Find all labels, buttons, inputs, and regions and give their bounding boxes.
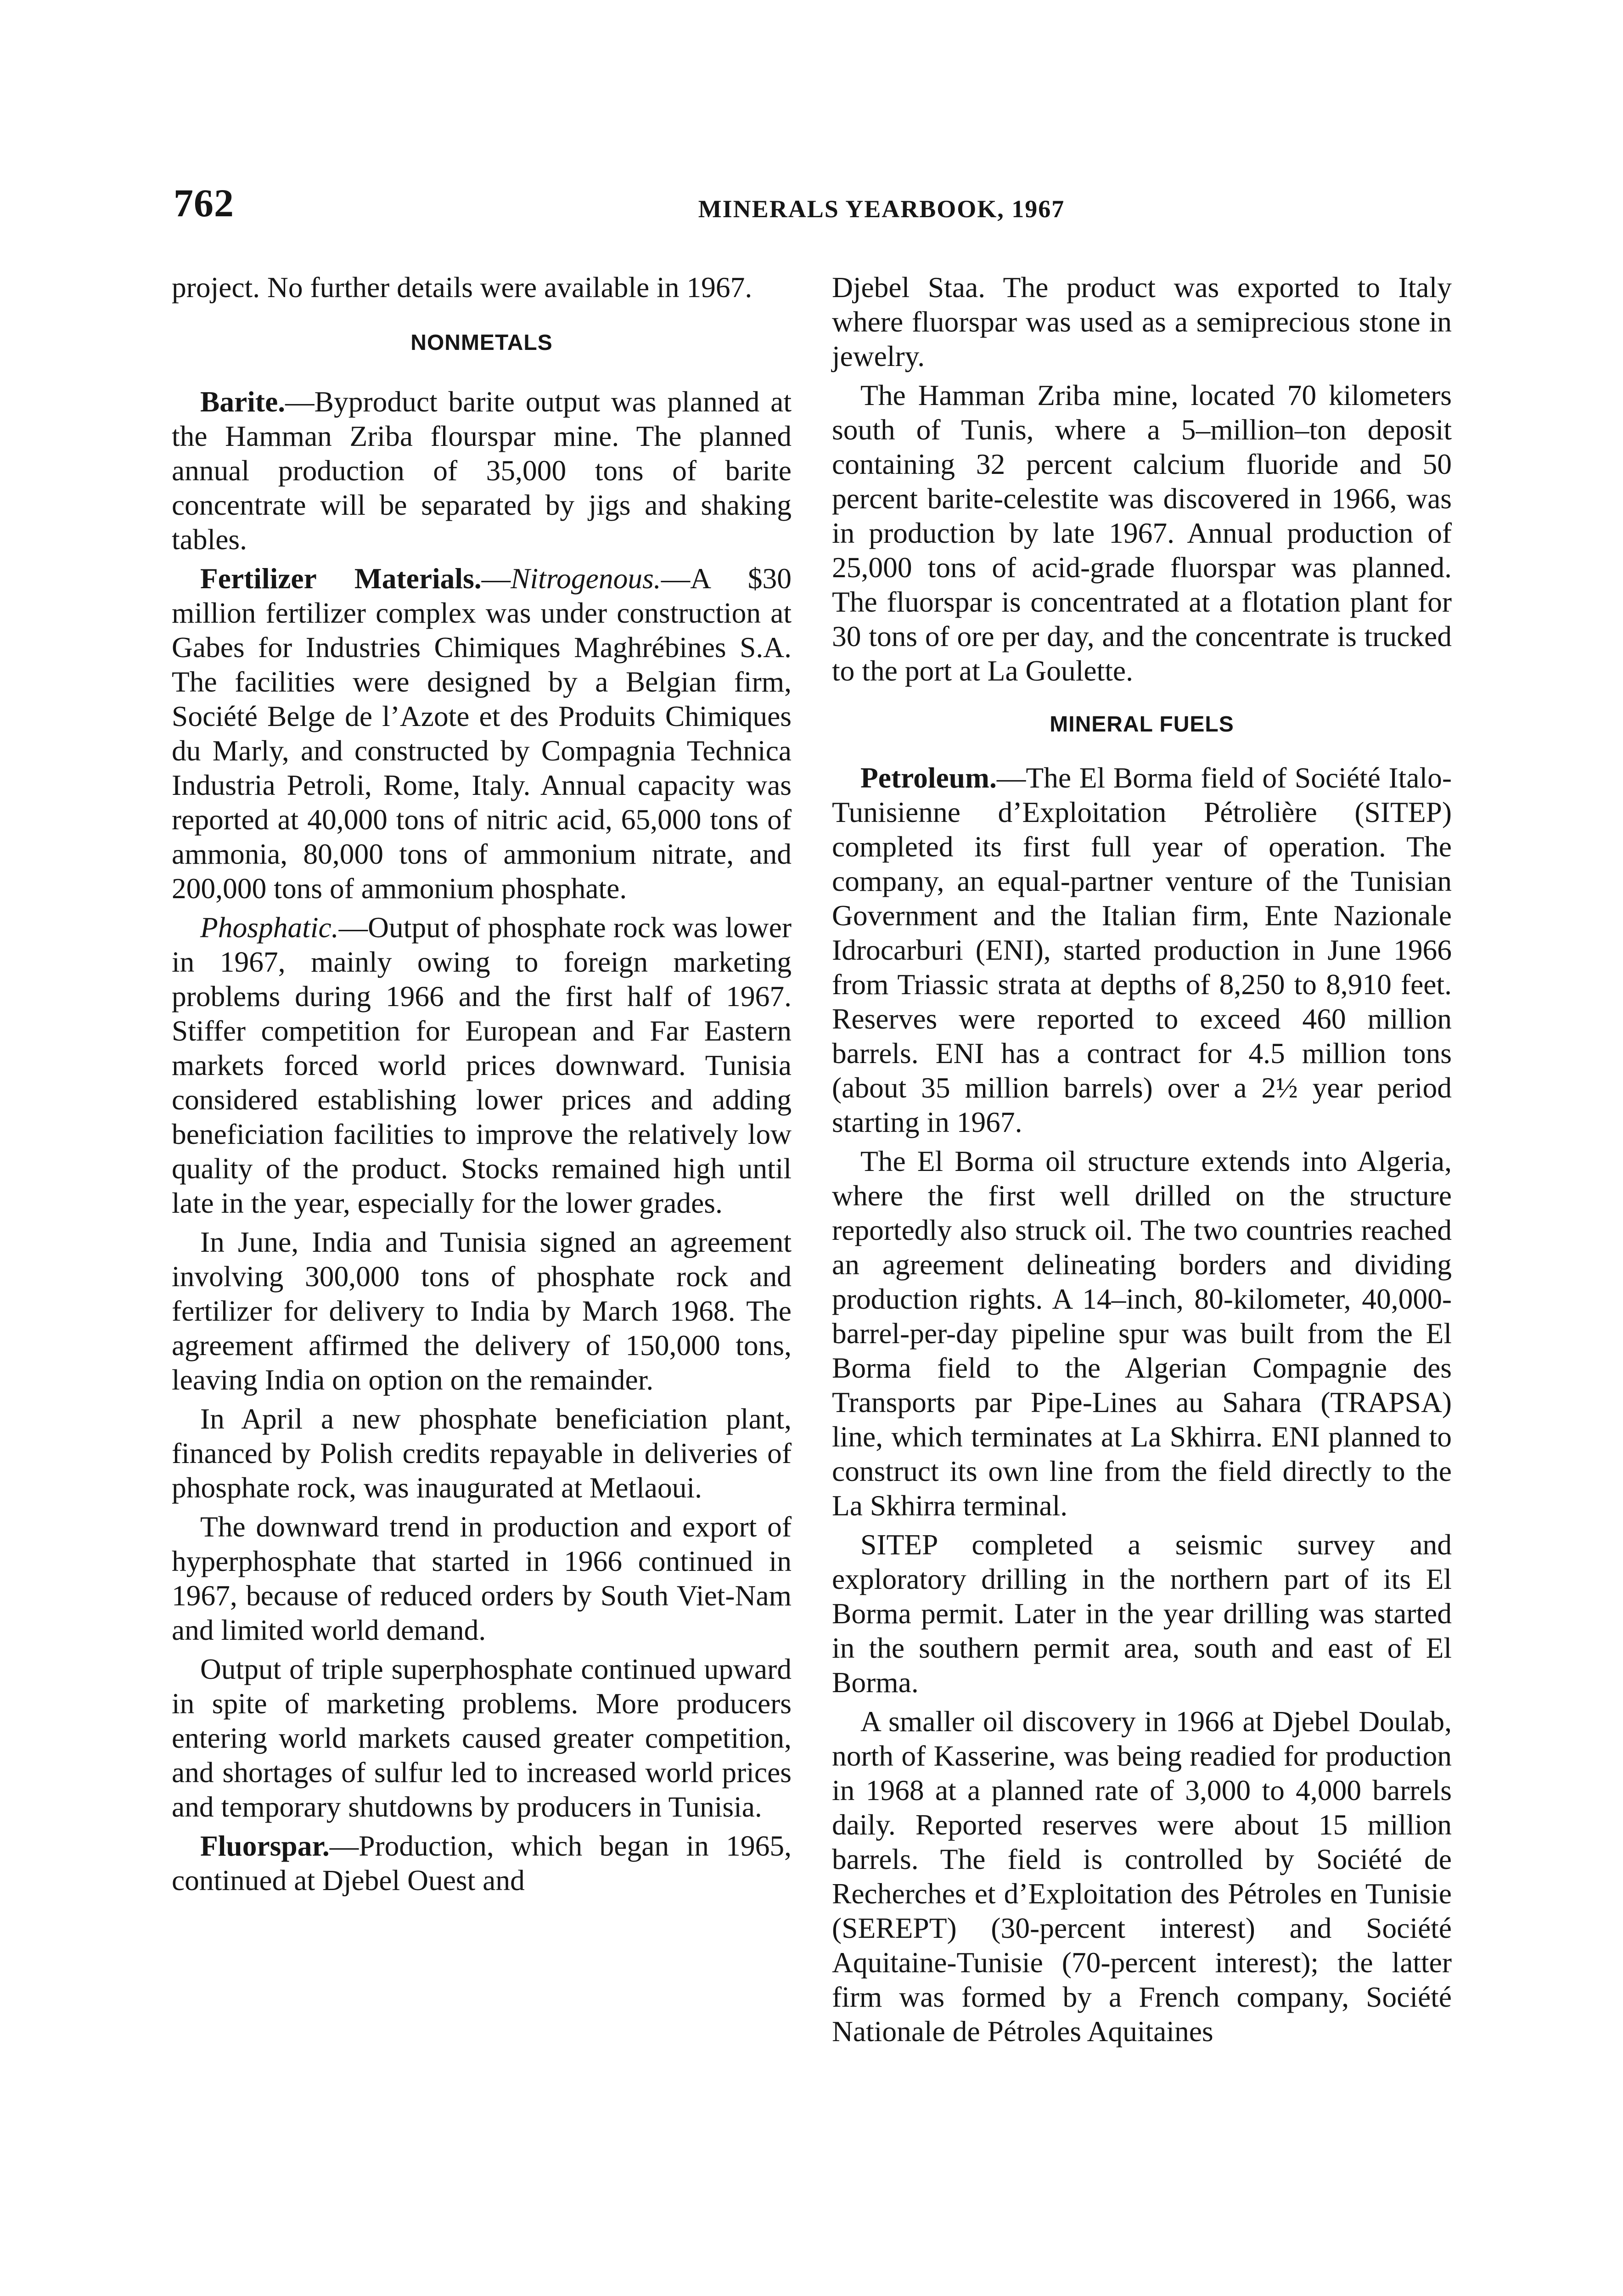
section-heading-mineral-fuels: MINERAL FUELS [1050,712,1234,737]
body-phosphatic: —Output of phosphate rock was lower in 1967, mainly owing to foreign marketing problems during 1966 and the first half of 1967. Stiffer competition for European and Far Eastern markets forced world prices downward. Tunisia considered establishing lower prices and adding beneficiation facilities to improve the relatively low quality of the product. Stocks remained high until late in the year, especially for the lower grades. [172,911,792,1219]
body-barite: —Byproduct barite output was planned at the Hamman Zriba flourspar mine. The planned annual production of 35,000 tons of barite concentrate will be separated by jigs and shaking tables. [172,385,792,556]
paragraph-barite [172,384,792,557]
paragraph-april: In April a new phosphate beneficiation plant, financed by Polish credits repayable in deliveries of phosphate rock, was inaugurated at Metlaoui. [172,1402,792,1504]
paragraph-djebel-doulab: A smaller oil discovery in 1966 at Djebel Doulab, north of Kasserine, was being readied for production in 1968 at a planned rate of 3,000 to 4,000 barrels daily. Reported reserves were about 15 million barrels. The field is controlled by Société de Recherches et d’Exploitation des Pétroles en Tunisie (SEREPT) (30-percent interest) and Société Aquitaine-Tunisie (70-percent interest); the latter firm was formed by a French company, Société Nationale de Pétroles Aquitaines [832,1705,1452,2048]
paragraph-hamman-zriba: The Hamman Zriba mine, located 70 kilometers south of Tunis, where a 5–million–ton deposit containing 32 percent calcium fluoride and 50 percent barite-celestite was discovered in 1966, was in production by late 1967. Annual production of 25,000 tons of acid-grade fluorspar was planned. The fluorspar is concentrated at a flotation plant for 30 tons of ore per day, and the concentrate is trucked to the port at La Goulette. [832,379,1452,687]
page-number: 762 [174,181,234,225]
left-column [172,270,792,1897]
dash-fertilizer: — [481,562,511,595]
section-heading-nonmetals: NONMETALS [410,331,553,355]
continuation-paragraph: project. No further details were available in 1967. [172,271,753,304]
lead-petroleum: Petroleum. [860,761,997,794]
body-fluorspar: —Production, which began in 1965, continued at Djebel Ouest and [172,1829,792,1896]
lead-fertilizer: Fertilizer Materials. [200,562,482,595]
paragraph-petroleum [832,760,1452,1139]
paragraph-fluorspar [172,1829,792,1897]
body-nitrogenous: —A $30 million fertilizer complex was under construction at Gabes for Industries Chimiques Maghrébines S.A. The facilities were designed by a Belgian firm, Société Belge de l’Azote et des Produits Chimiques du Marly, and constructed by Compagnia Technica Industria Petroli, Rome, Italy. Annual capacity was reported at 40,000 tons of nitric acid, 65,000 tons of ammonia, 80,000 tons of ammonium nitrate, and 200,000 tons of ammonium phosphate. [172,562,792,905]
running-title: MINERALS YEARBOOK, 1967 [698,195,1065,223]
right-column [832,270,1452,2048]
lead-fluorspar: Fluorspar. [200,1829,330,1862]
paragraph-sitep: SITEP completed a seismic survey and exploratory drilling in the northern part of its El Borma permit. Later in the year drilling was started in the southern permit area, south and east of El Borma. [832,1528,1452,1699]
paragraph-fertilizer [172,561,792,906]
paragraph-triple-superphosphate: Output of triple superphosphate continued upward in spite of marketing problems. More producers entering world markets caused greater competition, and shortages of sulfur led to increased world prices and temporary shutdowns by producers in Tunisia. [172,1653,792,1823]
lead-barite: Barite. [200,385,286,418]
sublead-phosphatic: Phosphatic. [200,911,339,944]
sublead-nitrogenous: Nitrogenous. [511,562,661,595]
paragraph-el-borma: The El Borma oil structure extends into Algeria, where the first well drilled on the structure reportedly also struck oil. The two countries reached an agreement delineating borders and dividing production rights. A 14–inch, 80-kilometer, 40,000-barrel-per-day pipeline spur was built from the El Borma field to the Algerian Compagnie des Transports par Pipe-Lines au Sahara (TRAPSA) line, which terminates at La Skhirra. ENI planned to construct its own line from the field directly to the La Skhirra terminal. [832,1145,1452,1522]
body-petroleum: —The El Borma field of Société Italo-Tunisienne d’Exploitation Pétrolière (SITEP) completed its first full year of operation. The company, an equal-partner venture of the Tunisian Government and the Italian firm, Ente Nazionale Idrocarburi (ENI), started production in June 1966 from Triassic strata at depths of 8,250 to 8,910 feet. Reserves were reported to exceed 460 million barrels. ENI has a contract for 4.5 million tons (about 35 million barrels) over a 2½ year period starting in 1967. [832,761,1452,1138]
paragraph-phosphatic [172,910,792,1220]
continuation-paragraph: Djebel Staa. The product was exported to Italy where fluorspar was used as a semiprecious stone in jewelry. [832,271,1452,372]
paragraph-downward-trend: The downward trend in production and export of hyperphosphate that started in 1966 continued in 1967, because of reduced orders by South Viet-Nam and limited world demand. [172,1510,792,1646]
paragraph-india: In June, India and Tunisia signed an agreement involving 300,000 tons of phosphate rock and fertilizer for delivery to India by March 1968. The agreement affirmed the delivery of 150,000 tons, leaving India on option on the remainder. [172,1226,792,1396]
